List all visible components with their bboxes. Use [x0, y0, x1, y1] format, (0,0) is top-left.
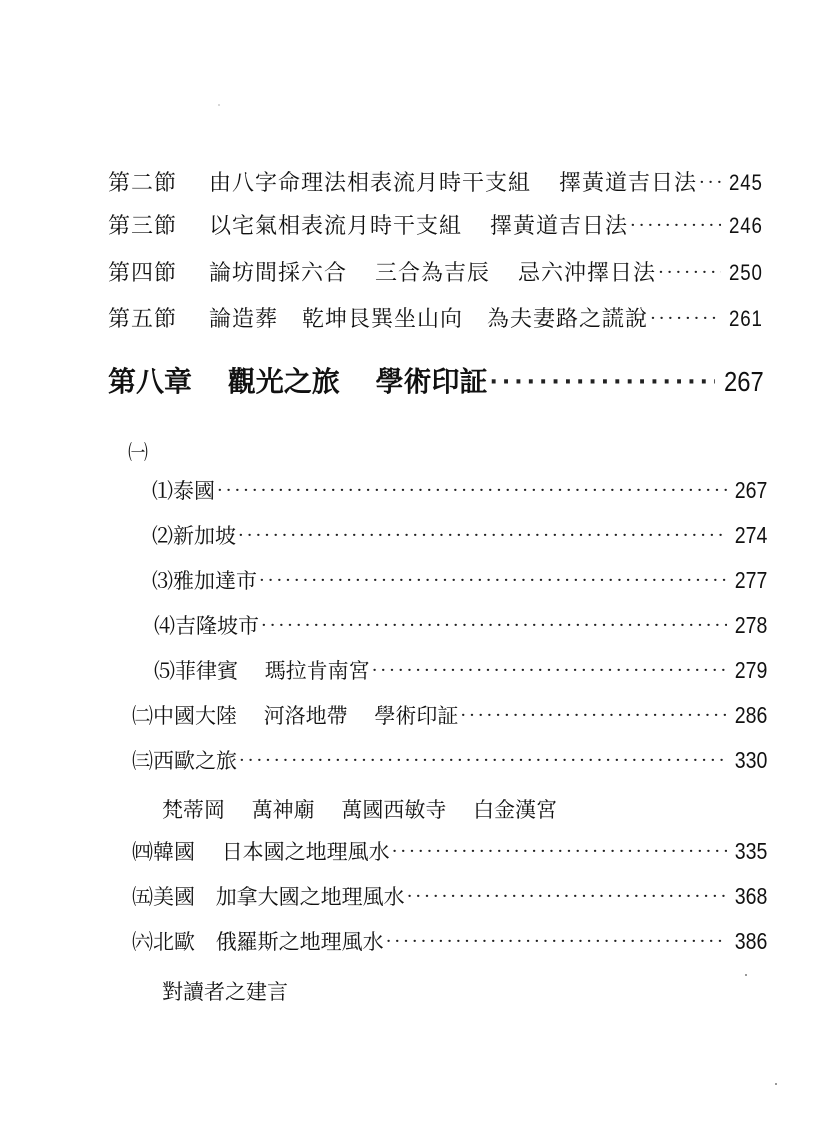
toc-section-3 [108, 215, 763, 238]
section-title-part: 忌六沖擇日法 [518, 261, 657, 286]
item-label: ⑴泰國 [152, 479, 215, 503]
page-number: 286 [734, 702, 767, 728]
section-label [108, 173, 697, 195]
chapter-number: 第八章 [108, 365, 193, 398]
section-title-part: 乾坤艮巽坐山向 [302, 307, 464, 332]
item-label: ⑶雅加達市 [152, 569, 257, 593]
toc-item-thailand [152, 479, 767, 502]
section-title-part: 擇黃道吉日法 [559, 171, 698, 196]
dot-leader [630, 217, 721, 235]
page-number: 267 [724, 366, 764, 397]
dot-leader [490, 372, 716, 394]
page-number: 274 [734, 522, 767, 548]
chapter-label [108, 365, 488, 398]
item-label-part: ㈥北歐 [132, 930, 195, 954]
section-title-part: 三合為吉辰 [375, 261, 491, 286]
item-label [132, 706, 458, 727]
section-number: 第三節 [108, 214, 178, 239]
scan-speck [775, 1083, 777, 1085]
section-title-part: 論坊間採六合 [209, 261, 348, 286]
west-europe-sites [162, 794, 557, 824]
section-title-part: 由八字命理法相表流月時干支組 [209, 171, 532, 196]
dot-leader [261, 617, 727, 635]
page-number: 278 [734, 612, 767, 638]
section-title-part: 論造葬 [209, 307, 279, 332]
dot-leader [650, 310, 721, 328]
toc-section-5 [108, 308, 763, 331]
item-label-part: ㈤美國 [132, 885, 195, 909]
page-number: 245 [729, 170, 763, 195]
page-number: 386 [734, 928, 767, 954]
toc-item-philippines [154, 659, 767, 682]
item-label-part: 瑪拉肯南宮 [264, 659, 370, 683]
dot-leader [386, 933, 727, 951]
page-number: 330 [734, 747, 767, 773]
toc-item-singapore [152, 524, 767, 547]
page-number: 250 [729, 260, 763, 285]
item-label-part: 加拿大國之地理風水 [215, 885, 405, 909]
page-number: 277 [734, 567, 767, 593]
item-label [132, 887, 405, 908]
chapter-title-part: 學術印証 [375, 365, 488, 398]
page-number: 368 [734, 883, 767, 909]
site-name: 白金漢宮 [473, 798, 558, 822]
section-number: 第四節 [108, 261, 178, 286]
site-name: 萬國西敏寺 [341, 798, 447, 822]
item-label-part: 俄羅斯之地理風水 [215, 930, 384, 954]
dot-leader [217, 482, 727, 500]
section-number: 第二節 [108, 171, 178, 196]
item-label: ⑷吉隆坡市 [154, 614, 259, 638]
toc-part-usa-canada [132, 885, 767, 908]
section-title-part: 以宅氣相表流月時干支組 [209, 214, 463, 239]
section-title-part: 為夫妻路之謊說 [487, 307, 649, 332]
page-number: 267 [734, 477, 767, 503]
dot-leader [239, 752, 727, 770]
part-one-label: ㈠ [128, 440, 148, 464]
section-label [108, 309, 648, 331]
toc-section-2 [108, 172, 763, 195]
item-label-part: ㈣韓國 [132, 840, 195, 864]
site-name: 梵蒂岡 [162, 798, 225, 822]
dot-leader [372, 662, 727, 680]
chapter-title-part: 觀光之旅 [227, 365, 340, 398]
item-label-part: 河洛地帶 [263, 704, 348, 728]
dot-leader [407, 888, 727, 906]
page-number: 246 [729, 213, 763, 238]
item-label [132, 842, 390, 863]
item-label: ⑵新加坡 [152, 524, 236, 548]
toc-item-jakarta [152, 569, 767, 592]
scan-speck [218, 104, 220, 106]
dot-leader [460, 707, 726, 725]
site-name: 萬神廟 [251, 798, 315, 822]
dot-leader [259, 572, 727, 590]
page-number: 261 [729, 306, 763, 331]
section-label [108, 263, 656, 285]
section-number: 第五節 [108, 307, 178, 332]
toc-part-northern-europe-russia [132, 930, 767, 953]
dot-leader [699, 174, 721, 192]
toc-section-4 [108, 262, 763, 285]
item-label-part: ㈡中國大陸 [132, 704, 237, 728]
item-label [154, 661, 370, 682]
item-label [132, 932, 384, 953]
item-label-part: ⑸菲律賓 [154, 659, 238, 683]
item-label-part: 日本國之地理風水 [221, 840, 390, 864]
toc-part-west-europe [132, 749, 767, 772]
page-number: 335 [734, 838, 767, 864]
page-number: 279 [734, 657, 767, 683]
toc-item-kuala-lumpur [154, 614, 767, 637]
section-title-part: 擇黃道吉日法 [490, 214, 629, 239]
dot-leader [238, 527, 727, 545]
section-label [108, 216, 628, 238]
toc-chapter-8 [108, 365, 764, 398]
dot-leader [658, 264, 721, 282]
dot-leader [392, 843, 727, 861]
closing-entry: 對讀者之建言 [162, 980, 288, 1004]
item-label-part: 學術印証 [374, 704, 459, 728]
scan-speck [745, 974, 747, 976]
toc-part-china [132, 704, 767, 727]
toc-part-korea-japan [132, 840, 767, 863]
item-label: ㈢西歐之旅 [132, 749, 237, 773]
